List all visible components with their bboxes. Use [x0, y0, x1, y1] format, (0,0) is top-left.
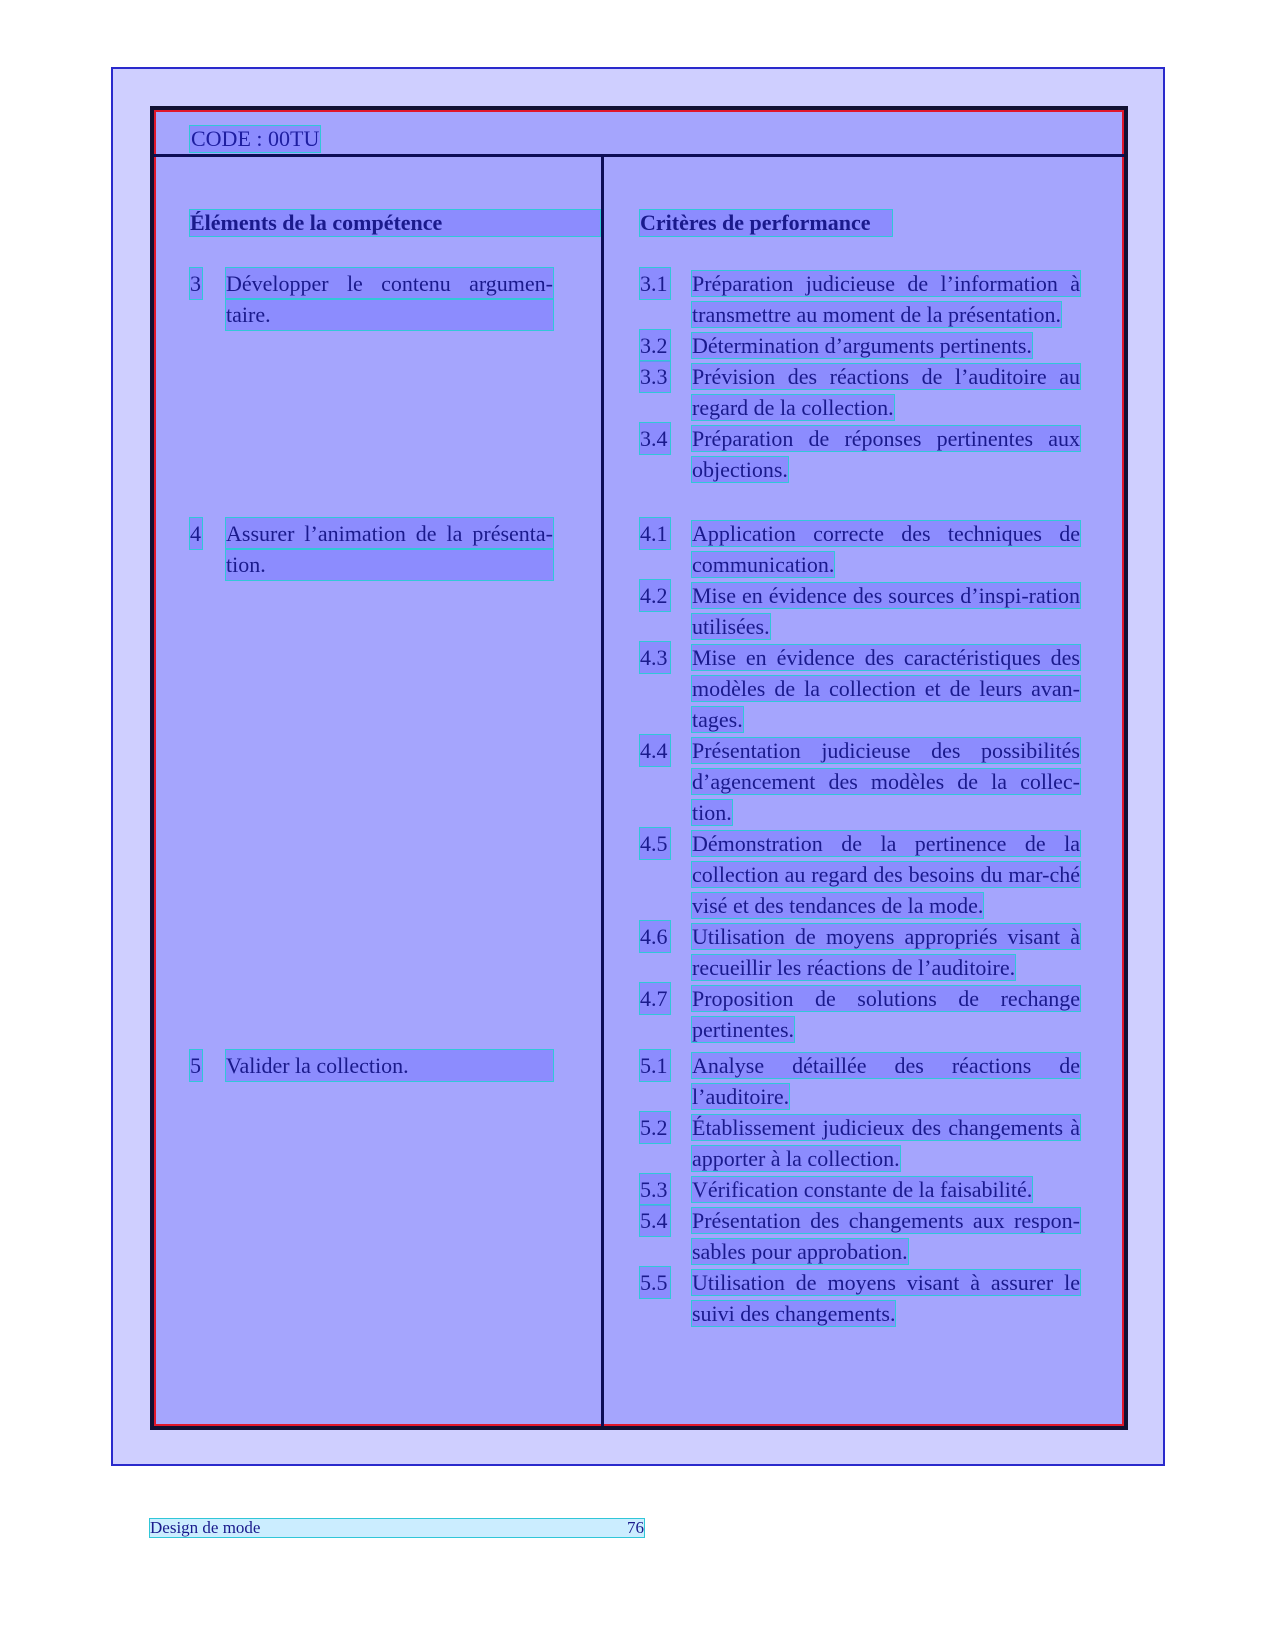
criterion-text-run: Mise en évidence des sources d’inspi-ration utilisées.: [692, 583, 1080, 639]
criterion-item: [640, 1050, 1080, 1112]
criterion-text-run: Application correcte des techniques de communication.: [692, 521, 1080, 577]
criterion-number: 4.5: [640, 828, 670, 859]
criterion-number: 5.1: [640, 1050, 670, 1081]
criteria-group-3: [640, 268, 1080, 485]
criterion-item: [640, 1267, 1080, 1329]
column-divider: [601, 154, 604, 1426]
criteria-group-4: [640, 518, 1080, 1045]
criterion-item: [640, 518, 1080, 580]
criterion-number: 4.7: [640, 983, 670, 1014]
criterion-text: [692, 828, 1080, 921]
criterion-item: [640, 423, 1080, 485]
criterion-text-run: Proposition de solutions de rechange pertinentes.: [692, 986, 1080, 1042]
criterion-number: 3.3: [640, 361, 670, 392]
footer-title: Design de mode: [150, 1518, 261, 1537]
criterion-number: 4.6: [640, 921, 670, 952]
elements-column-title: Éléments de la compétence: [190, 210, 600, 236]
criterion-number: 4.2: [640, 580, 670, 611]
criterion-text-run: Présentation judicieuse des possibilités d’agencement des modèles de la collec-tion.: [692, 738, 1080, 825]
element-text: [226, 268, 553, 330]
criterion-text: [692, 1174, 1080, 1205]
criterion-text-run: Analyse détaillée des réactions de l’auditoire.: [692, 1053, 1080, 1109]
criterion-text: [692, 330, 1080, 361]
criterion-text: [692, 1112, 1080, 1174]
criterion-text-run: Prévision des réactions de l’auditoire au regard de la collection.: [692, 364, 1080, 420]
criterion-item: [640, 983, 1080, 1045]
criterion-text-run: Utilisation de moyens visant à assurer le suivi des changements.: [692, 1270, 1080, 1326]
criterion-text: [692, 423, 1080, 485]
criterion-text: [692, 921, 1080, 983]
criterion-item: [640, 1205, 1080, 1267]
page-number: 76: [627, 1518, 644, 1537]
element-line: Développer le contenu argumen-: [226, 268, 553, 299]
criterion-text: [692, 268, 1080, 330]
criterion-text-run: Démonstration de la pertinence de la collection au regard des besoins du mar-ché visé et des tendances de la mode.: [692, 831, 1080, 918]
criterion-number: 4.3: [640, 642, 670, 673]
criterion-number: 4.4: [640, 735, 670, 766]
code-row: [154, 110, 1124, 157]
criterion-number: 3.2: [640, 330, 670, 361]
criterion-text: [692, 1267, 1080, 1329]
criterion-text: [692, 642, 1080, 735]
criterion-text-run: Établissement judicieux des changements à apporter à la collection.: [692, 1115, 1080, 1171]
element-text: [226, 1050, 553, 1081]
competency-table: [150, 106, 1128, 1430]
criterion-text: [692, 983, 1080, 1045]
element-line: Assurer l’animation de la présenta-: [226, 518, 553, 549]
criterion-item: [640, 642, 1080, 735]
criterion-item: [640, 1112, 1080, 1174]
competency-code: CODE : 00TU: [191, 126, 320, 151]
criterion-text: [692, 361, 1080, 423]
criterion-item: [640, 580, 1080, 642]
criterion-text: [692, 518, 1080, 580]
criterion-number: 3.4: [640, 423, 670, 454]
criterion-item: [640, 268, 1080, 330]
criteria-group-5: [640, 1050, 1080, 1329]
criterion-text: [692, 580, 1080, 642]
element-number: 3: [190, 268, 202, 299]
criterion-number: 5.3: [640, 1174, 670, 1205]
criterion-item: [640, 921, 1080, 983]
criterion-text-run: Vérification constante de la faisabilité.: [692, 1177, 1033, 1202]
criterion-item: [640, 735, 1080, 828]
criterion-text-run: Préparation de réponses pertinentes aux objections.: [692, 426, 1080, 482]
criterion-number: 3.1: [640, 268, 670, 299]
criterion-number: 5.5: [640, 1267, 670, 1298]
element-number: 4: [190, 518, 202, 549]
criterion-item: [640, 828, 1080, 921]
criterion-text-run: Présentation des changements aux respon-sables pour approbation.: [692, 1208, 1080, 1264]
element-line: Valider la collection.: [226, 1050, 553, 1081]
criterion-item: [640, 1174, 1080, 1205]
criterion-number: 5.2: [640, 1112, 670, 1143]
criterion-text-run: Utilisation de moyens appropriés visant à recueillir les réactions de l’auditoire.: [692, 924, 1080, 980]
criterion-text-run: Mise en évidence des caractéristiques des modèles de la collection et de leurs avan-tages.: [692, 645, 1080, 732]
criterion-text-run: Préparation judicieuse de l’information à transmettre au moment de la présentation.: [692, 271, 1080, 327]
criterion-number: 4.1: [640, 518, 670, 549]
element-line: taire.: [226, 299, 553, 330]
criterion-text: [692, 1205, 1080, 1267]
criterion-item: [640, 361, 1080, 423]
criteria-column-title: Critères de performance: [640, 210, 892, 236]
criterion-item: [640, 330, 1080, 361]
element-number: 5: [190, 1050, 202, 1081]
criterion-text: [692, 735, 1080, 828]
criterion-text: [692, 1050, 1080, 1112]
element-line: tion.: [226, 549, 553, 580]
page-footer: [150, 1519, 644, 1537]
criterion-text-run: Détermination d’arguments pertinents.: [692, 333, 1032, 358]
criterion-number: 5.4: [640, 1205, 670, 1236]
element-text: [226, 518, 553, 580]
